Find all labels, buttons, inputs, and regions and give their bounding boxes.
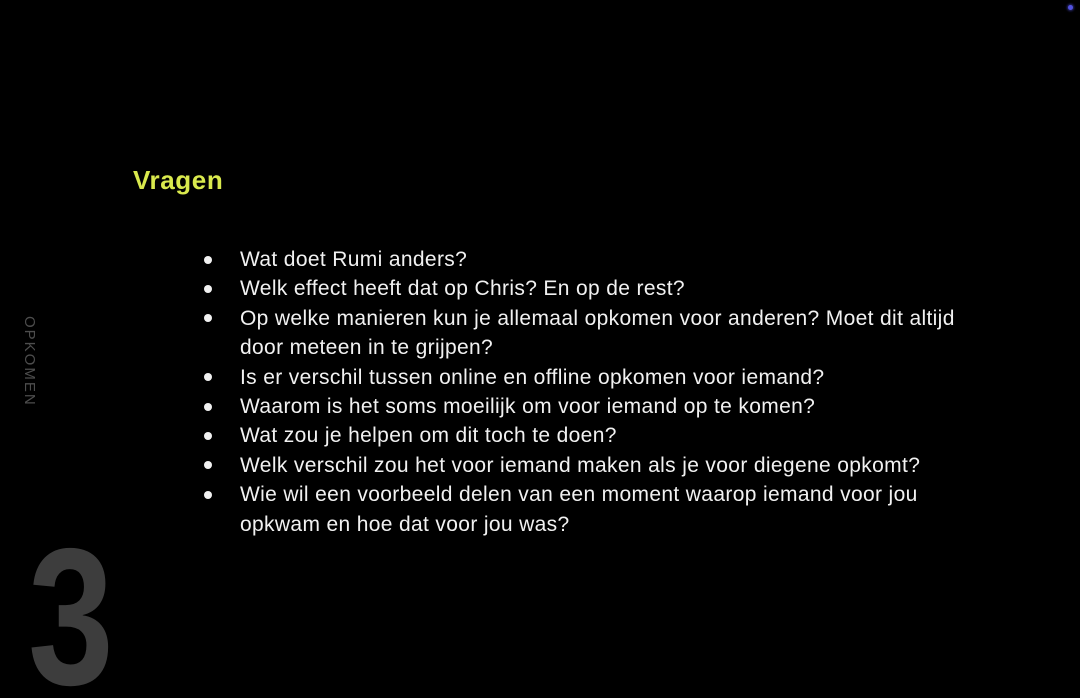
question-text: Wat doet Rumi anders? <box>240 248 468 271</box>
slide-title: Vragen <box>133 165 224 195</box>
question-text: Wie wil een voorbeeld delen van een moment waarop iemand voor jou opkwam en hoe dat voor jou was? <box>240 483 918 536</box>
bullet-icon <box>204 285 212 293</box>
question-text: Welk effect heeft dat op Chris? En op de rest? <box>240 277 685 301</box>
bullet-icon <box>204 461 212 469</box>
question-text: Welk verschil zou het voor iemand maken als je voor diegene opkomt? <box>240 453 921 477</box>
bullet-icon <box>204 314 212 322</box>
bullet-icon <box>204 403 212 411</box>
bullet-icon <box>204 256 212 264</box>
question-list-item <box>200 421 968 450</box>
bullet-icon <box>204 432 212 440</box>
section-label-vertical: OPKOMEN <box>21 316 38 407</box>
question-list-item <box>200 451 968 480</box>
question-text: Is er verschil tussen online en offline opkomen voor iemand? <box>240 365 825 389</box>
question-list-item <box>200 304 968 363</box>
question-text: Waarom is het soms moeilijk om voor iemand op te komen? <box>240 395 816 419</box>
bullet-icon <box>204 491 212 499</box>
pointer-dot-icon <box>1068 5 1073 10</box>
question-list-item <box>200 392 968 421</box>
question-list <box>200 245 968 539</box>
question-list-item <box>200 480 968 539</box>
slide-number: 3 <box>28 508 114 698</box>
question-list-item <box>200 274 968 303</box>
question-list-item <box>200 245 968 274</box>
question-list-item <box>200 363 968 392</box>
bullet-icon <box>204 373 212 381</box>
question-text: Wat zou je helpen om dit toch te doen? <box>240 424 617 448</box>
question-text: Op welke manieren kun je allemaal opkomen voor anderen? Moet dit altijd door meteen in te grijpen? <box>240 306 955 360</box>
